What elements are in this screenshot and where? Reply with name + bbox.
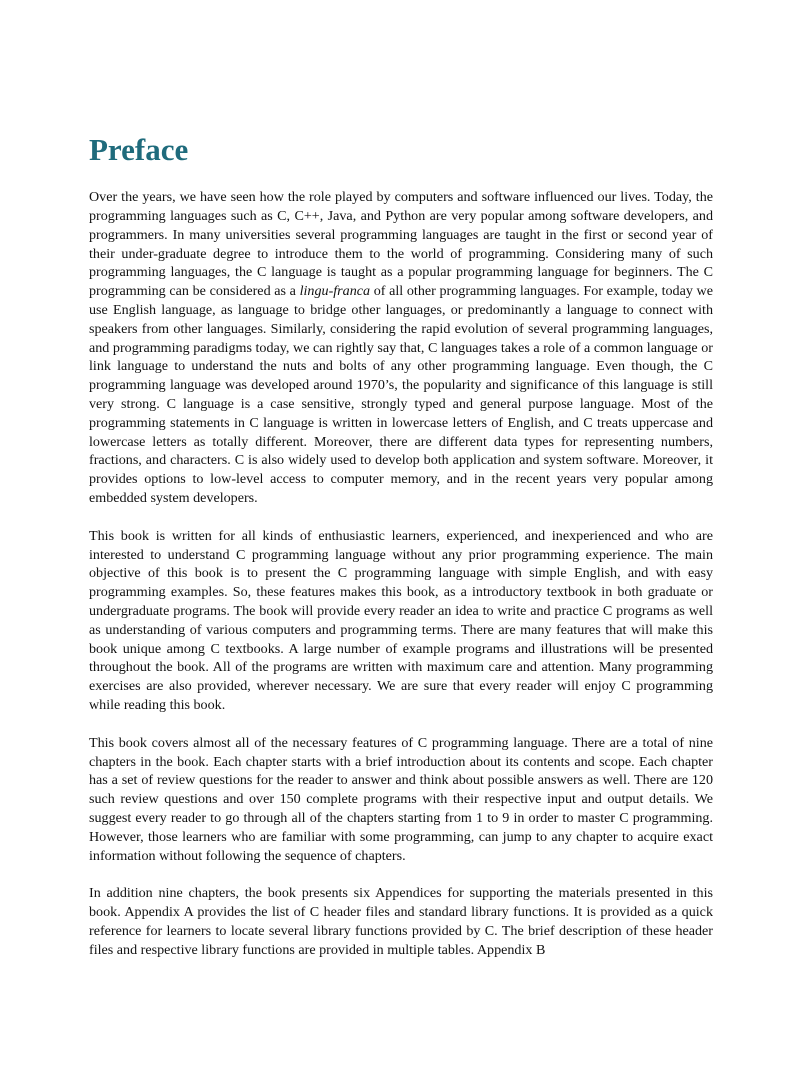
paragraph-2: This book is written for all kinds of enthusiastic learners, experienced, and inexperienced and who are interested to understand C programming language without any prior programming experience. The main objective of this book is to present the C programming language with simple English, and with easy programming examples. So, these features makes this book, as a introductory textbook in both graduate or undergraduate programs. The book will provide every reader an idea to write and practice C programs as well as understanding of various computers and programming terms. There are many features that will make this book unique among C textbooks. A large number of example programs and illustrations will be presented throughout the book. All of the programs are written with maximum care and attention. Many programming exercises are also provided, wherever necessary. We are sure that every reader will enjoy C programming while reading this book. [89,527,713,714]
paragraph-3: This book covers almost all of the necessary features of C programming language. There are a total of nine chapters in the book. Each chapter starts with a brief introduction about its contents and scope. Each chapter has a set of review questions for the reader to answer and think about possible answers as well. There are 120 such review questions and over 150 complete programs with their respective input and output details. We suggest every reader to go through all of the chapters starting from 1 to 9 in order to master C programming. However, those learners who are familiar with some programming, can jump to any chapter to acquire exact information without following the sequence of chapters. [89,734,713,864]
paragraph-1-emphasis: lingu-franca [299,283,371,300]
page-title: Preface [89,132,189,167]
document-page [89,130,713,979]
paragraph-4: In addition nine chapters, the book presents six Appendices for supporting the materials presented in this book. Appendix A provides the list of C header files and standard library functions. It is provided as a quick reference for learners to locate several library functions provided by C. The brief description of these header files and respective library functions are provided in multiple tables. Appendix B [89,885,713,958]
paragraph-1 [89,188,713,508]
paragraph-1-text-after: of all other programming languages. For example, today we use English language, as language to bridge other languages, or predominantly a language to connect with speakers from other languages. Similarly, considering the rapid evolution of several programming languages, and programming paradigms today, we can rightly say that, C languages takes a role of a common language or link language to understand the nuts and bolts of any other programming language. Even though, the C programming language was developed around 1970’s, the popularity and significance of this language is still very strong. C language is a case sensitive, strongly typed and general purpose language. Most of the programming statements in C language is written in lowercase letters of English, and C treats uppercase and lowercase letters as totally different. Moreover, there are different data types for representing numbers, fractions, and characters. C is also widely used to develop both application and system software. Moreover, it provides options to low-level access to computer memory, and in the recent years very popular among embedded system developers. [89,283,713,507]
paragraph-1-text-before: Over the years, we have seen how the role played by computers and software influenced our lives. Today, the programming languages such as C, C++, Java, and Python are very popular among software developers, and programmers. In many universities several programming languages are taught in the first or second year of their under-graduate degree to introduce them to the world of programming. Considering many of such programming languages, the C language is taught as a popular programming language for beginners. The C programming can be considered as a [89,189,713,300]
